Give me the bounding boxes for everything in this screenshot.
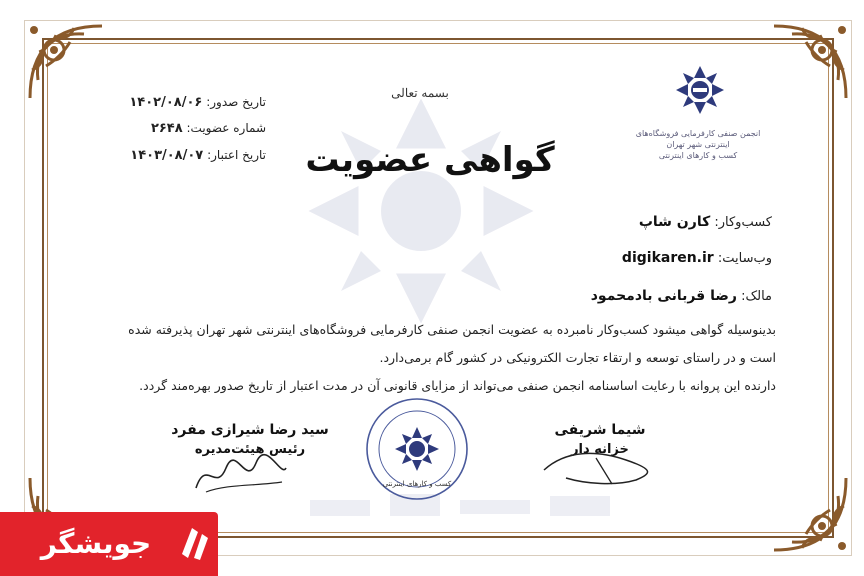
owner-label: مالک: <box>741 289 772 304</box>
issue-date <box>96 95 266 110</box>
business-field <box>639 214 772 230</box>
body-line-1: بدینوسیله گواهی میشود کسب‌وکار نامبرده به عضویت انجمن صنفی کارفرمایی فروشگاه‌های اینترنتی شهر تهران پذیرفته شده <box>128 322 776 337</box>
body-line-3: دارنده این پروانه با رعایت اساسنامه انجمن صنفی می‌تواند از مزایای قانونی آن در مدت اعتبار از تاریخ صدور بهره‌مند گردد. <box>139 378 776 393</box>
corner-ornament-icon <box>768 20 852 104</box>
business-name: کارن شاپ <box>638 214 711 230</box>
president-name: سید رضا شیرازی مفرد <box>171 422 329 438</box>
association-name: انجمن صنفی کارفرمایی فروشگاه‌های اینترنتی شهر تهران <box>635 129 761 149</box>
corner-ornament-icon <box>768 472 852 556</box>
validity-date-label: تاریخ اعتبار: <box>207 148 266 162</box>
website-field <box>622 250 772 266</box>
corner-ornament-icon <box>24 20 108 104</box>
validity-date-value: ۱۴۰۳/۰۸/۰۷ <box>130 148 204 163</box>
membership-number <box>96 121 266 136</box>
seal-label: کسب و کارهای اینترنتی <box>382 480 452 488</box>
association-logo-text <box>628 128 768 161</box>
business-label: کسب‌و‌کار: <box>714 215 772 230</box>
treasurer-name: شیما شریفی <box>554 422 646 438</box>
issue-date-label: تاریخ صدور: <box>206 95 266 109</box>
membership-number-label: شماره عضویت: <box>186 121 266 135</box>
issue-date-value: ۱۴۰۲/۰۸/۰۶ <box>129 95 203 110</box>
certificate-title: گواهی عضویت <box>305 140 555 180</box>
website-label: وب‌سایت: <box>717 251 772 266</box>
validity-date <box>96 148 266 163</box>
treasurer-role: خزانه دار <box>571 442 629 457</box>
brand-name: جویشگر <box>40 527 152 560</box>
body-line-2: است و در راستای توسعه و ارتقاء تجارت الکترونیکی در کشور گام برمی‌دارد. <box>379 350 776 365</box>
membership-number-value: ۲۶۴۸ <box>150 121 183 136</box>
basmala: بسمه تعالی <box>391 86 449 100</box>
owner-name: رضا قربانی بادمحمود <box>590 288 737 304</box>
president-signature-icon <box>186 448 296 498</box>
brand-logo-icon <box>170 524 210 564</box>
owner-field <box>591 288 772 304</box>
website-value: digikaren.ir <box>621 250 714 266</box>
association-subtitle: کسب و کارهای اینترنتی <box>658 151 738 160</box>
president-role: رئیس هیئت‌مدیره <box>194 442 306 457</box>
watermark-emblem-icon <box>296 86 546 336</box>
treasurer-signature-icon <box>536 440 656 488</box>
